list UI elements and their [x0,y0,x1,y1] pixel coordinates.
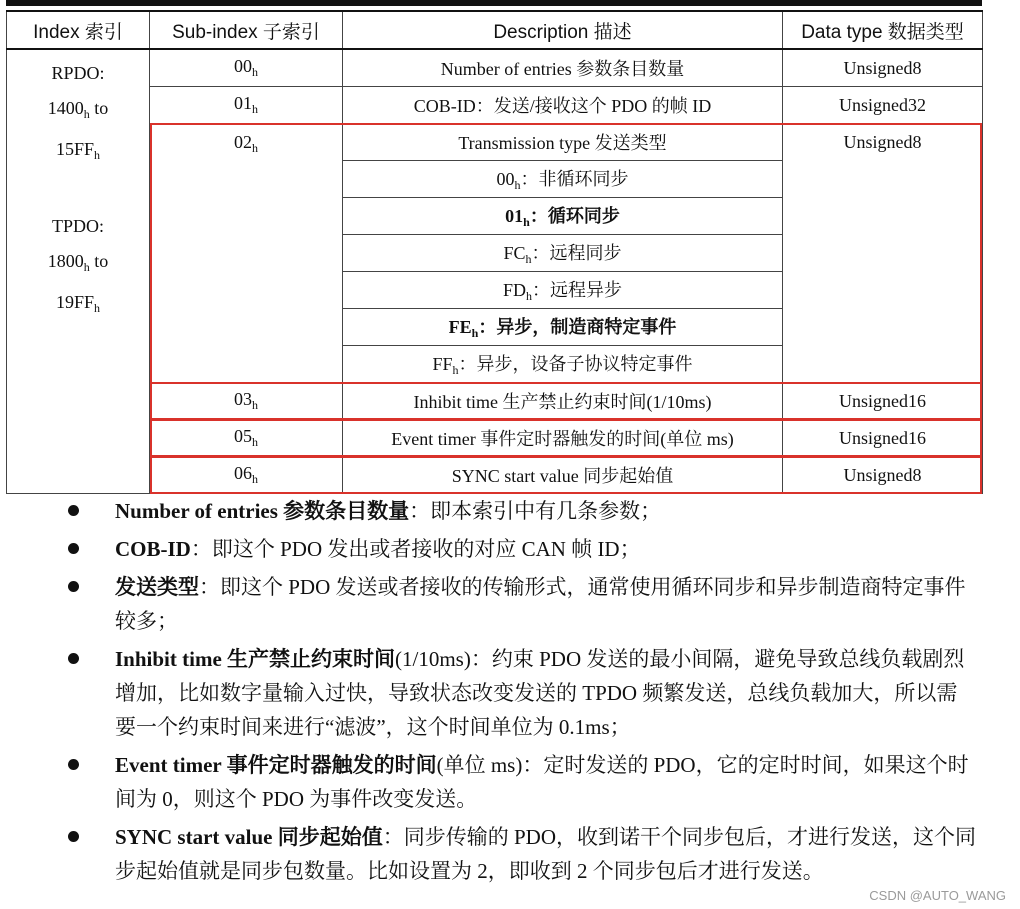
list-item [68,642,978,744]
tpdo-label: TPDO: [51,216,104,236]
note-body: ：即这个 PDO 发送或者接收的传输形式，通常使用循环同步和异步制造商特定事件较多； [115,575,966,633]
tpdo-range-end: $19FF_h$ [55,292,101,315]
sub-index-cell: $02_h$ [150,124,343,383]
table-row [7,383,983,420]
table-row [7,49,983,87]
transmission-option: $FF_h$：异步，设备子协议特定事件 [343,346,783,383]
watermark: CSDN @AUTO_WANG [869,888,1006,903]
list-item [68,532,978,566]
sub-index-cell: $00_h$ [150,49,343,87]
note-body: ：同步传输的 PDO，收到诺干个同步包后，才进行发送，这个同步起始值就是同步包数量。比如设置为 2，即收到 2 个同步包后才进行发送。 [115,825,977,883]
note-term: Event timer 事件定时器触发的时间 [115,753,437,777]
top-rule [6,0,982,6]
description-cell: Number of entries 参数条目数量 [343,49,783,87]
rpdo-range-start: $1400_h$ to [47,98,109,121]
note-term: 发送类型 [115,575,199,599]
description-cell: SYNC start value 同步起始值 [343,457,783,494]
note-term: Inhibit time 生产禁止约束时间 [115,647,396,671]
header-data-type: Data type 数据类型 [783,11,983,49]
header-description: Description 描述 [343,11,783,49]
table-header-row [7,11,983,49]
note-body: ：即本索引中有几条参数； [409,499,662,523]
pdo-parameter-table [6,10,983,494]
description-cell: Event timer 事件定时器触发的时间(单位 ms) [343,420,783,457]
table-row [7,457,983,494]
note-body: (单位 ms)：定时发送的 PDO，它的定时时间，如果这个时间为 0，则这个 PDO 为事件改变发送。 [115,753,969,811]
tpdo-range-start: $1800_h$ to [47,251,109,274]
note-body: ：即这个 PDO 发出或者接收的对应 CAN 帧 ID； [190,537,641,561]
data-type-cell: Unsigned8 [783,457,983,494]
sub-index-cell: $03_h$ [150,383,343,420]
parameter-notes-list [68,494,978,892]
note-term: COB-ID [115,537,191,561]
data-type-cell: Unsigned16 [783,420,983,457]
data-type-cell: Unsigned8 [783,124,983,383]
header-index: Index 索引 [7,11,150,49]
transmission-option: $FC_h$：远程同步 [343,235,783,272]
data-type-cell: Unsigned8 [783,49,983,87]
data-type-cell: Unsigned32 [783,87,983,124]
transmission-option: $00_h$：非循环同步 [343,161,783,198]
note-term: SYNC start value 同步起始值 [115,825,383,849]
rpdo-range-end: $15FF_h$ [55,139,101,162]
list-item [68,820,978,888]
note-body: (1/10ms)：约束 PDO 发送的最小间隔，避免导致总线负载剧烈增加，比如数字量输入过快，导致状态改变发送的 TPDO 频繁发送，总线负载加大，所以需要一个约束时间来进行“滤波”，这个时间单位为 0.1ms； [115,647,965,739]
index-range-cell [7,49,150,494]
transmission-option: $01_h$：循环同步 [343,198,783,235]
table-row [7,87,983,124]
list-item [68,748,978,816]
description-cell: Inhibit time 生产禁止约束时间(1/10ms) [343,383,783,420]
list-item [68,494,978,528]
note-term: Number of entries 参数条目数量 [115,499,410,523]
description-cell: Transmission type 发送类型 [343,124,783,161]
data-type-cell: Unsigned16 [783,383,983,420]
sub-index-cell: $05_h$ [150,420,343,457]
header-sub-index: Sub-index 子索引 [150,11,343,49]
list-item [68,570,978,638]
transmission-option: $FE_h$：异步，制造商特定事件 [343,309,783,346]
description-cell: COB-ID：发送/接收这个 PDO 的帧 ID [343,87,783,124]
sub-index-cell: $01_h$ [150,87,343,124]
table-row [7,124,983,161]
table-row [7,420,983,457]
rpdo-label: RPDO: [51,63,105,83]
sub-index-cell: $06_h$ [150,457,343,494]
transmission-option: $FD_h$：远程异步 [343,272,783,309]
